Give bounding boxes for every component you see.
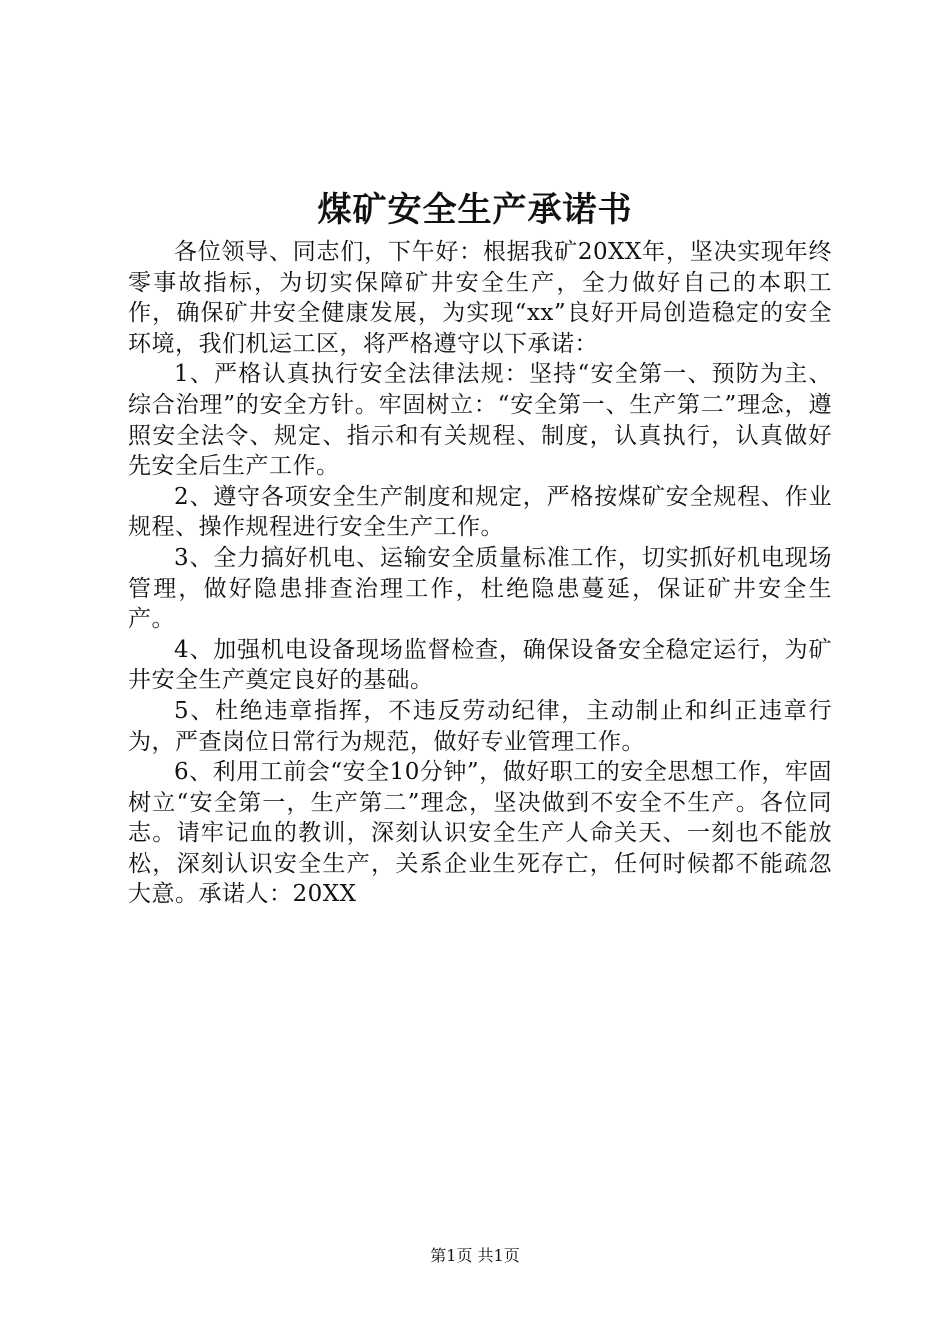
- paragraph-item-4: 4、加强机电设备现场监督检查，确保设备安全稳定运行，为矿井安全生产奠定良好的基础。: [128, 636, 832, 694]
- paragraph-item-3: 3、全力搞好机电、运输安全质量标准工作，切实抓好机电现场管理，做好隐患排查治理工作，杜绝隐患蔓延，保证矿井安全生产。: [128, 544, 832, 633]
- paragraph-item-2: 2、遵守各项安全生产制度和规定，严格按煤矿安全规程、作业规程、操作规程进行安全生产工作。: [128, 483, 832, 541]
- document-body: [128, 237, 832, 910]
- paragraph-intro: 各位领导、同志们，下午好：根据我矿20XX年，坚决实现年终零事故指标，为切实保障矿井安全生产，全力做好自己的本职工作，确保矿井安全健康发展，为实现“xx”良好开局创造稳定的安全环境，我们机运工区，将严格遵守以下承诺：: [128, 239, 832, 357]
- paragraph-item-1: 1、严格认真执行安全法律法规：坚持“安全第一、预防为主、综合治理”的安全方针。牢固树立：“安全第一、生产第二”理念，遵照安全法令、规定、指示和有关规程、制度，认真执行，认真做好先安全后生产工作。: [128, 361, 832, 480]
- page-number-footer: 第1页 共1页: [430, 1246, 520, 1265]
- paragraph-item-6: 6、利用工前会“安全10分钟”，做好职工的安全思想工作，牢固树立“安全第一，生产第二”理念，坚决做到不安全不生产。各位同志。请牢记血的教训，深刻认识安全生产人命关天、一刻也不能放松，深刻认识安全生产，关系企业生死存亡，任何时候都不能疏忽大意。承诺人：20XX: [128, 759, 832, 908]
- document-title: 煤矿安全生产承诺书: [317, 190, 633, 230]
- paragraph-item-5: 5、杜绝违章指挥，不违反劳动纪律，主动制止和纠正违章行为，严查岗位日常行为规范，做好专业管理工作。: [128, 697, 832, 755]
